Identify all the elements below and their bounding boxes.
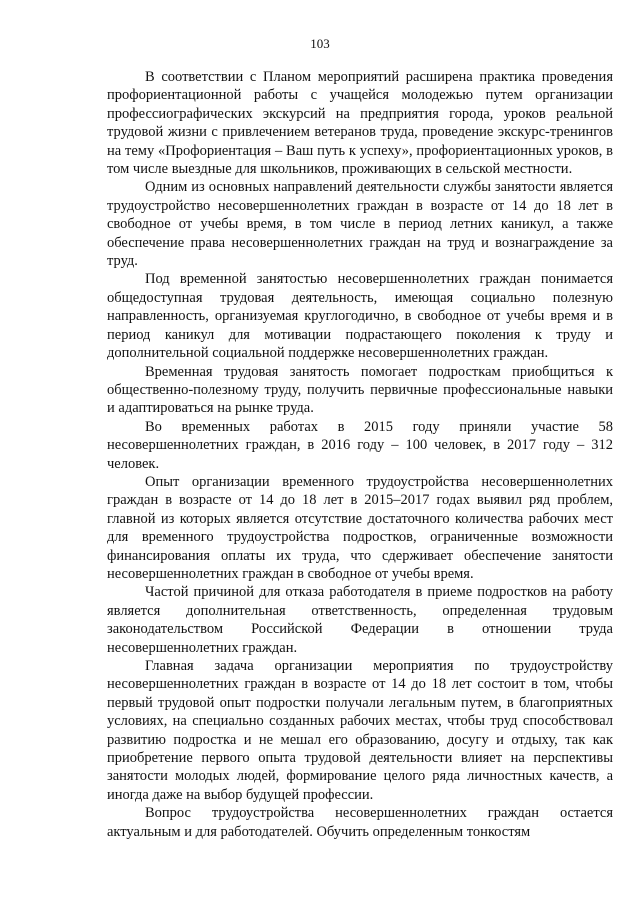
paragraph-5: Во временных работах в 2015 году приняли участие 58 несовершеннолетних граждан, в 2016 году – 100 человек, в 2017 году – 312 человек. [107, 418, 613, 472]
paragraph-3: Под временной занятостью несовершеннолетних граждан понимается общедоступная трудовая деятельность, имеющая социально полезную направленность, организуемая круглогодично, в свободное от учебы время и в период каникул для мотивации подрастающего поколения к труду и дополнительной социальной поддержке несовершеннолетних граждан. [107, 271, 613, 362]
paragraph-8: Главная задача организации мероприятия по трудоустройству несовершеннолетних граждан в возрасте от 14 до 18 лет состоит в том, чтобы первый трудовой опыт подростки получали легальным путем, в благоприятных условиях, на специально созданных рабочих местах, чтобы труд способствовал развитию подростка и не мешал его образованию, досугу и отдыху, так как приобретение первого опыта трудовой деятельности влияет на перспективы занятости молодых людей, формирование целого ряда личностных качеств, а иногда даже на выбор будущей профессии. [107, 658, 613, 803]
paragraph-2: Одним из основных направлений деятельности службы занятости является трудоустройство несовершеннолетних граждан в возрасте от 14 до 18 лет в свободное от учебы время, в том числе в период летних каникул, а также обеспечение права несовершеннолетних граждан на труд и вознаграждение за труд. [107, 179, 613, 270]
paragraph-7: Частой причиной для отказа работодателя в приеме подростков на работу является дополнительная ответственность, определенная трудовым законодательством Российской Федерации в отношении труда несовершеннолетних граждан. [107, 584, 613, 656]
document-body [107, 68, 613, 841]
paragraph-1: В соответствии с Планом мероприятий расширена практика проведения профориентационной работы с учащейся молодежью путем организации профессиографических экскурсий на предприятия города, уроков реальной трудовой жизни с привлечением ветеранов труда, проведение экскурс-тренингов на тему «Профориентация – Ваш путь к успеху», профориентационных уроков, в том числе выездные для школьников, проживающих в сельской местности. [107, 69, 613, 178]
paragraph-9: Вопрос трудоустройства несовершеннолетних граждан остается актуальным и для работодателей. Обучить определенным тонкостям [107, 805, 613, 840]
paragraph-6: Опыт организации временного трудоустройства несовершеннолетних граждан в возрасте от 14 до 18 лет в 2015–2017 годах выявил ряд проблем, главной из которых является отсутствие достаточного количества рабочих мест для временного трудоустройства подростков, ограниченные возможности финансирования оплаты их труда, что сдерживает обеспечение занятости несовершеннолетних граждан в свободное от учебы время. [107, 473, 613, 582]
paragraph-4: Временная трудовая занятость помогает подросткам приобщиться к общественно-полезному труду, получить первичные профессиональные навыки и адаптироваться на рынке труда. [107, 363, 613, 417]
page-number: 103 [310, 36, 330, 51]
